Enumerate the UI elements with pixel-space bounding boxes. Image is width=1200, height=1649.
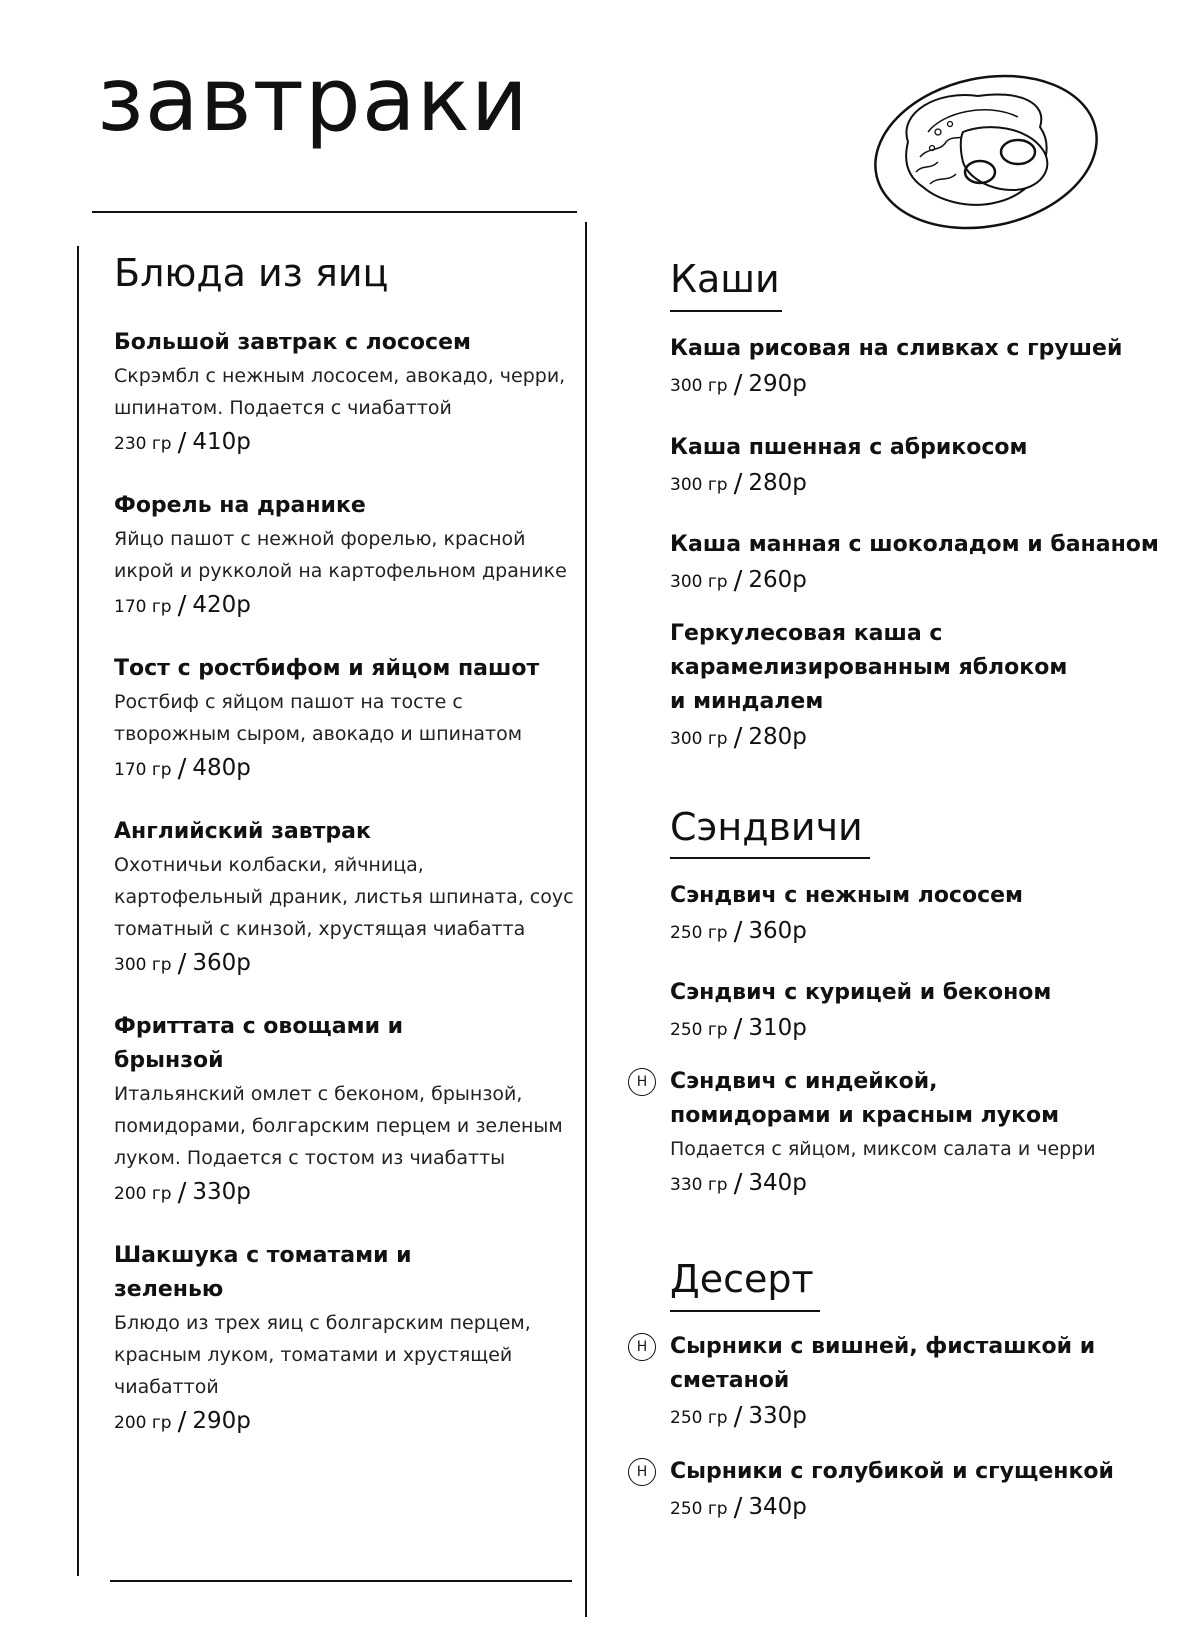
section-title-porridge: Каши bbox=[670, 257, 780, 301]
price-separator: / bbox=[733, 468, 743, 499]
item-weight: 250 гр bbox=[670, 923, 728, 944]
divider-rule bbox=[585, 222, 587, 1617]
item-description: Яйцо пашот с нежной форелью, красной икрой и рукколой на картофельном дранике bbox=[114, 527, 567, 582]
menu-item bbox=[670, 431, 1180, 500]
right-column bbox=[636, 257, 1180, 1524]
item-weight: 200 гр bbox=[114, 1183, 172, 1204]
menu-item bbox=[670, 617, 1070, 754]
section-underline bbox=[670, 857, 870, 859]
item-cost: 290р bbox=[748, 370, 807, 397]
menu-item bbox=[670, 879, 1180, 948]
item-name: Большой завтрак с лососем bbox=[114, 329, 471, 355]
price-separator: / bbox=[733, 1402, 743, 1433]
item-cost: 410р bbox=[192, 428, 251, 455]
item-name: Геркулесовая каша с карамелизированным яблоком и миндалем bbox=[670, 620, 1068, 714]
item-name: Сэндвич с курицей и беконом bbox=[670, 980, 1052, 1006]
item-cost: 310р bbox=[748, 1015, 807, 1042]
menu-item bbox=[114, 489, 574, 622]
item-name: Форель на дранике bbox=[114, 492, 366, 518]
item-name: Сырники с голубикой и сгущенкой bbox=[670, 1459, 1114, 1485]
menu-item bbox=[114, 326, 574, 459]
item-name: Шакшука с томатами и зеленью bbox=[114, 1242, 412, 1302]
item-cost: 330р bbox=[192, 1178, 251, 1205]
item-weight: 170 гр bbox=[114, 596, 172, 617]
item-weight: 300 гр bbox=[114, 954, 172, 975]
item-cost: 420р bbox=[192, 591, 251, 618]
item-weight: 250 гр bbox=[670, 1020, 728, 1041]
breakfast-plate-icon bbox=[868, 72, 1104, 232]
seasonal-badge-icon: Н bbox=[628, 1068, 656, 1096]
menu-item bbox=[114, 1010, 563, 1209]
section-title-dessert: Десерт bbox=[670, 1257, 814, 1302]
item-weight: 170 гр bbox=[114, 759, 172, 780]
section-underline bbox=[670, 310, 782, 312]
item-name: Сэндвич с индейкой, помидорами и красным луком bbox=[670, 1069, 1060, 1129]
menu-item bbox=[114, 652, 574, 785]
item-name: Тост с ростбифом и яйцом пашот bbox=[114, 655, 540, 681]
seasonal-badge-icon: Н bbox=[628, 1333, 656, 1361]
item-name: Сэндвич с нежным лососем bbox=[670, 883, 1024, 909]
item-price bbox=[670, 915, 1180, 948]
item-cost: 260р bbox=[748, 566, 807, 593]
price-separator: / bbox=[733, 565, 743, 596]
item-weight: 200 гр bbox=[114, 1412, 172, 1433]
menu-item bbox=[636, 1065, 1100, 1200]
item-cost: 280р bbox=[748, 469, 807, 496]
menu-item bbox=[636, 1330, 1100, 1433]
item-price bbox=[670, 368, 1180, 401]
menu-item bbox=[114, 1239, 531, 1438]
item-weight: 300 гр bbox=[670, 728, 728, 749]
price-separator: / bbox=[733, 1493, 743, 1524]
item-weight: 330 гр bbox=[670, 1175, 728, 1196]
bottom-rule bbox=[110, 1580, 572, 1582]
item-description: Блюдо из трех яиц с болгарским перцем, красным луком, томатами и хрустящей чиабаттой bbox=[114, 1311, 531, 1398]
item-name: Фриттата с овощами и брынзой bbox=[114, 1013, 404, 1073]
page-title: завтраки bbox=[97, 48, 529, 151]
porridge-section bbox=[670, 258, 1180, 754]
item-price bbox=[670, 467, 1180, 500]
item-price bbox=[670, 1012, 1180, 1045]
item-price bbox=[670, 564, 1180, 597]
item-cost: 290р bbox=[192, 1407, 251, 1434]
price-separator: / bbox=[177, 1406, 187, 1437]
item-price bbox=[670, 721, 1070, 754]
item-price bbox=[114, 947, 574, 980]
seasonal-badge-icon: Н bbox=[628, 1458, 656, 1486]
sandwich-section bbox=[636, 804, 1180, 1201]
item-price bbox=[114, 426, 574, 459]
price-separator: / bbox=[177, 753, 187, 784]
item-name: Сырники с вишней, фисташкой и сметаной bbox=[670, 1334, 1096, 1394]
item-name: Каша пшенная с абрикосом bbox=[670, 434, 1028, 460]
section-title-eggs: Блюда из яиц bbox=[114, 251, 389, 295]
item-name: Английский завтрак bbox=[114, 818, 371, 844]
price-separator: / bbox=[177, 590, 187, 621]
item-description: Охотничьи колбаски, яйчница, картофельный драник, листья шпината, соус томатный с кинзой, хрустящая чиабатта bbox=[114, 853, 574, 940]
item-weight: 250 гр bbox=[670, 1499, 728, 1520]
item-price bbox=[670, 1491, 1180, 1524]
item-cost: 360р bbox=[192, 949, 251, 976]
item-weight: 300 гр bbox=[670, 375, 728, 396]
item-cost: 340р bbox=[748, 1170, 807, 1197]
price-separator: / bbox=[733, 369, 743, 400]
item-weight: 300 гр bbox=[670, 474, 728, 495]
price-separator: / bbox=[177, 1177, 187, 1208]
item-description: Итальянский омлет с беконом, брынзой, помидорами, болгарским перцем и зеленым луком. Подается с тостом из чиабатты bbox=[114, 1082, 563, 1169]
item-cost: 340р bbox=[748, 1494, 807, 1521]
item-price bbox=[670, 1167, 1100, 1200]
price-separator: / bbox=[733, 1169, 743, 1200]
item-price bbox=[114, 1176, 414, 1209]
item-weight: 300 гр bbox=[670, 571, 728, 592]
item-price bbox=[114, 589, 574, 622]
item-cost: 330р bbox=[748, 1403, 807, 1430]
price-separator: / bbox=[177, 427, 187, 458]
menu-item bbox=[114, 815, 574, 980]
section-underline bbox=[670, 1310, 820, 1312]
item-weight: 250 гр bbox=[670, 1408, 728, 1429]
menu-item bbox=[670, 528, 1180, 597]
eggs-section bbox=[114, 252, 574, 1438]
section-title-sandwiches: Сэндвичи bbox=[670, 804, 863, 849]
price-separator: / bbox=[177, 948, 187, 979]
menu-item bbox=[670, 332, 1180, 401]
item-description: Скрэмбл с нежным лососем, авокадо, черри, шпинатом. Подается с чиабаттой bbox=[114, 364, 566, 419]
item-cost: 360р bbox=[748, 918, 807, 945]
price-separator: / bbox=[733, 1014, 743, 1045]
price-separator: / bbox=[733, 722, 743, 753]
item-description: Подается с яйцом, миксом салата и черри bbox=[670, 1138, 1096, 1161]
menu-item bbox=[636, 1455, 1180, 1524]
item-price bbox=[114, 752, 574, 785]
item-name: Каша рисовая на сливках с грушей bbox=[670, 335, 1123, 361]
top-rule bbox=[92, 211, 577, 213]
left-rule bbox=[77, 246, 79, 1576]
item-price bbox=[114, 1405, 414, 1438]
item-description: Ростбиф с яйцом пашот на тосте с творожным сыром, авокадо и шпинатом bbox=[114, 690, 523, 745]
item-name: Каша манная с шоколадом и бананом bbox=[670, 531, 1159, 557]
item-price bbox=[670, 1400, 1100, 1433]
menu-item bbox=[670, 976, 1180, 1045]
item-cost: 280р bbox=[748, 723, 807, 750]
item-cost: 480р bbox=[192, 754, 251, 781]
dessert-section bbox=[636, 1257, 1180, 1524]
price-separator: / bbox=[733, 917, 743, 948]
item-weight: 230 гр bbox=[114, 433, 172, 454]
